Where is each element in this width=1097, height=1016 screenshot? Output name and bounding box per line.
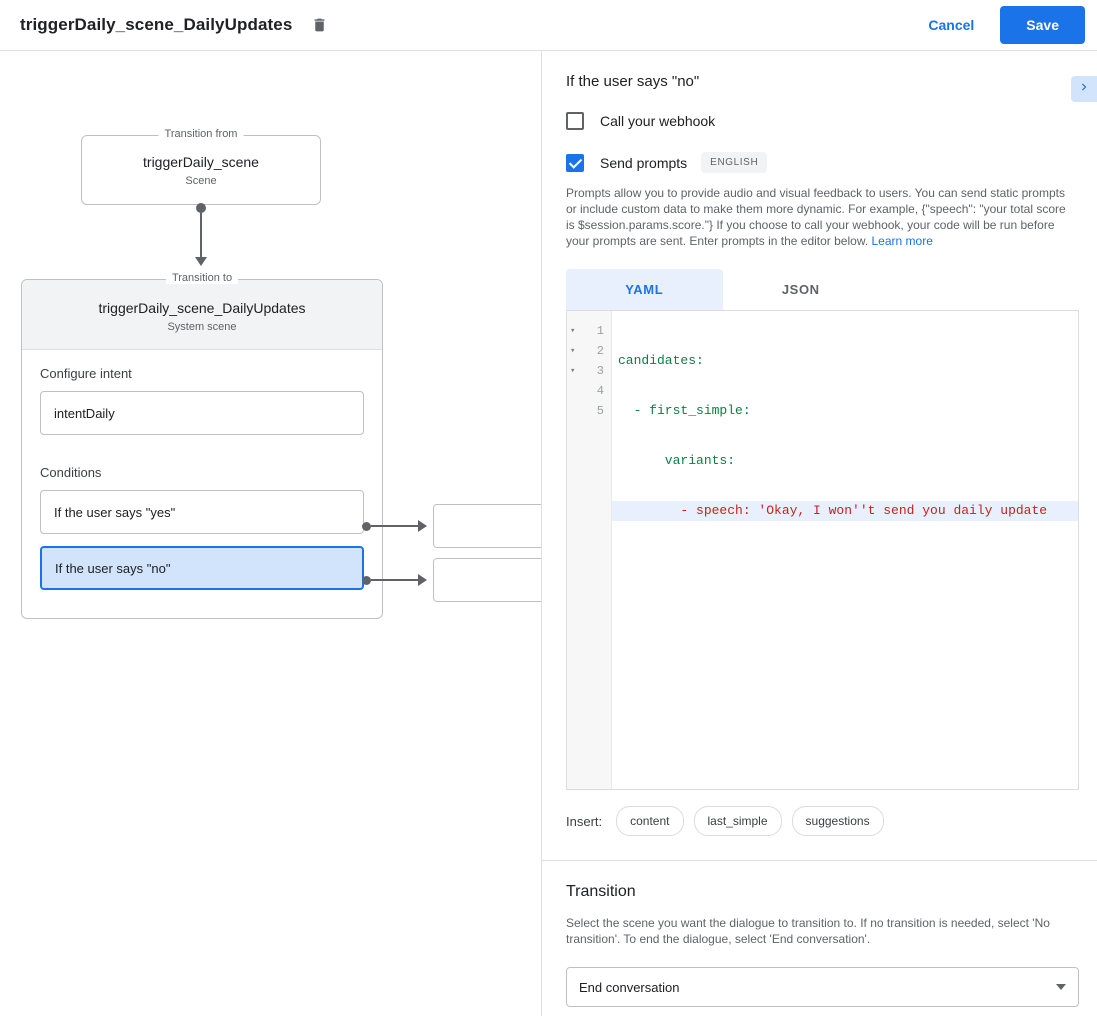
tab-json[interactable]: JSON <box>781 282 820 297</box>
transition-from-title: triggerDaily_scene <box>143 153 259 170</box>
webhook-row[interactable] <box>542 90 1097 130</box>
insert-label: Insert: <box>566 813 603 829</box>
code-line-4: - speech: 'Okay, I won''t send you daily update <box>612 501 1078 521</box>
transition-to-subtitle: System scene <box>167 321 237 333</box>
section-divider <box>542 860 1097 861</box>
top-toolbar <box>0 0 1097 51</box>
tab-yaml[interactable]: YAML <box>566 269 723 310</box>
webhook-checkbox[interactable] <box>566 112 584 130</box>
editor-format-tabs[interactable] <box>566 269 879 310</box>
editor-code-area[interactable] <box>612 311 1078 789</box>
insert-chip-content[interactable]: content <box>616 806 683 836</box>
transition-to-caption: Transition to <box>166 272 238 284</box>
line-number-1: 1 <box>596 324 604 338</box>
transition-to-node[interactable] <box>21 272 383 619</box>
transition-select-value: End conversation <box>579 979 680 995</box>
conditions-label: Conditions <box>40 465 102 480</box>
page-title: triggerDaily_scene_DailyUpdates <box>20 15 293 34</box>
intent-field[interactable]: intentDaily <box>40 391 364 435</box>
code-line-2: - first_simple: <box>618 403 751 418</box>
transition-from-caption: Transition from <box>159 128 244 140</box>
configure-intent-label: Configure intent <box>40 366 132 381</box>
gutter-line-4 <box>567 381 611 401</box>
panel-title: If the user says "no" <box>566 73 700 90</box>
prompts-help-body: Prompts allow you to provide audio and visual feedback to users. You can send static prompts or include custom data to make them more dynamic. For example, {"speech": "your total score is $session.params.score."} If you choose to call your webhook, your code will be run before your prompts are sent. Enter prompts in the editor below. <box>566 186 1066 248</box>
condition-item-no[interactable]: If the user says "no" <box>40 546 364 590</box>
main-area <box>0 51 1097 1016</box>
line-number-3: 3 <box>596 364 604 378</box>
edge-vertical-line <box>200 205 202 261</box>
insert-chip-last-simple[interactable]: last_simple <box>694 806 782 836</box>
send-prompts-checkbox[interactable] <box>566 154 584 172</box>
connector-dot-yes <box>362 522 371 531</box>
gutter-line-5 <box>567 401 611 421</box>
transition-select[interactable] <box>566 967 1079 1007</box>
connector-arrow-yes-icon <box>418 520 427 532</box>
send-prompts-label: Send prompts <box>600 154 688 171</box>
condition-item-yes[interactable]: If the user says "yes" <box>40 490 364 534</box>
edge-arrow-icon <box>195 257 207 266</box>
details-panel <box>542 51 1097 1016</box>
transition-to-header <box>22 272 382 350</box>
language-badge: ENGLISH <box>701 152 767 173</box>
chevron-right-icon <box>1077 80 1091 99</box>
connector-line-yes <box>371 525 423 527</box>
editor-gutter <box>567 311 612 789</box>
cancel-button[interactable]: Cancel <box>914 8 988 42</box>
trash-icon <box>311 16 328 34</box>
gutter-line-2 <box>567 341 611 361</box>
connector-arrow-no-icon <box>418 574 427 586</box>
prompts-row[interactable] <box>542 130 1097 173</box>
transition-to-title: triggerDaily_scene_DailyUpdates <box>98 300 306 316</box>
gutter-line-1 <box>567 321 611 341</box>
line-number-4: 4 <box>596 384 604 398</box>
transition-heading: Transition <box>566 883 636 900</box>
node-bottom-padding <box>22 602 382 618</box>
gutter-line-3 <box>567 361 611 381</box>
transition-from-subtitle: Scene <box>185 174 217 187</box>
target-node-yes[interactable] <box>433 504 542 548</box>
fold-toggle-2-icon[interactable]: ▾ <box>570 346 576 356</box>
insert-chip-suggestions[interactable]: suggestions <box>792 806 884 836</box>
connector-line-no <box>371 579 423 581</box>
transition-from-node[interactable] <box>81 128 321 205</box>
learn-more-link[interactable]: Learn more <box>871 234 933 248</box>
chevron-down-icon <box>1056 984 1066 990</box>
transition-description: Select the scene you want the dialogue to transition to. If no transition is needed, select 'No transition'. To end the dialogue, select 'End conversation'. <box>566 916 1050 946</box>
prompts-help-text <box>566 185 1073 249</box>
graph-canvas[interactable] <box>0 51 542 1016</box>
fold-toggle-3-icon[interactable]: ▾ <box>570 366 576 376</box>
panel-header <box>542 51 1097 90</box>
connector-dot-no <box>362 576 371 585</box>
fold-toggle-1-icon[interactable]: ▾ <box>570 326 576 336</box>
save-button[interactable]: Save <box>1000 6 1085 44</box>
webhook-label: Call your webhook <box>600 113 716 129</box>
code-line-3: variants: <box>618 453 736 468</box>
code-line-5 <box>612 551 1078 571</box>
expand-panel-button[interactable] <box>1071 76 1097 102</box>
line-number-2: 2 <box>596 344 604 358</box>
code-line-1: candidates: <box>618 353 704 368</box>
line-number-5: 5 <box>596 404 604 418</box>
code-editor[interactable] <box>566 310 1079 790</box>
insert-snippets-row <box>566 806 1073 836</box>
target-node-no[interactable] <box>433 558 542 602</box>
delete-button[interactable] <box>306 12 332 38</box>
